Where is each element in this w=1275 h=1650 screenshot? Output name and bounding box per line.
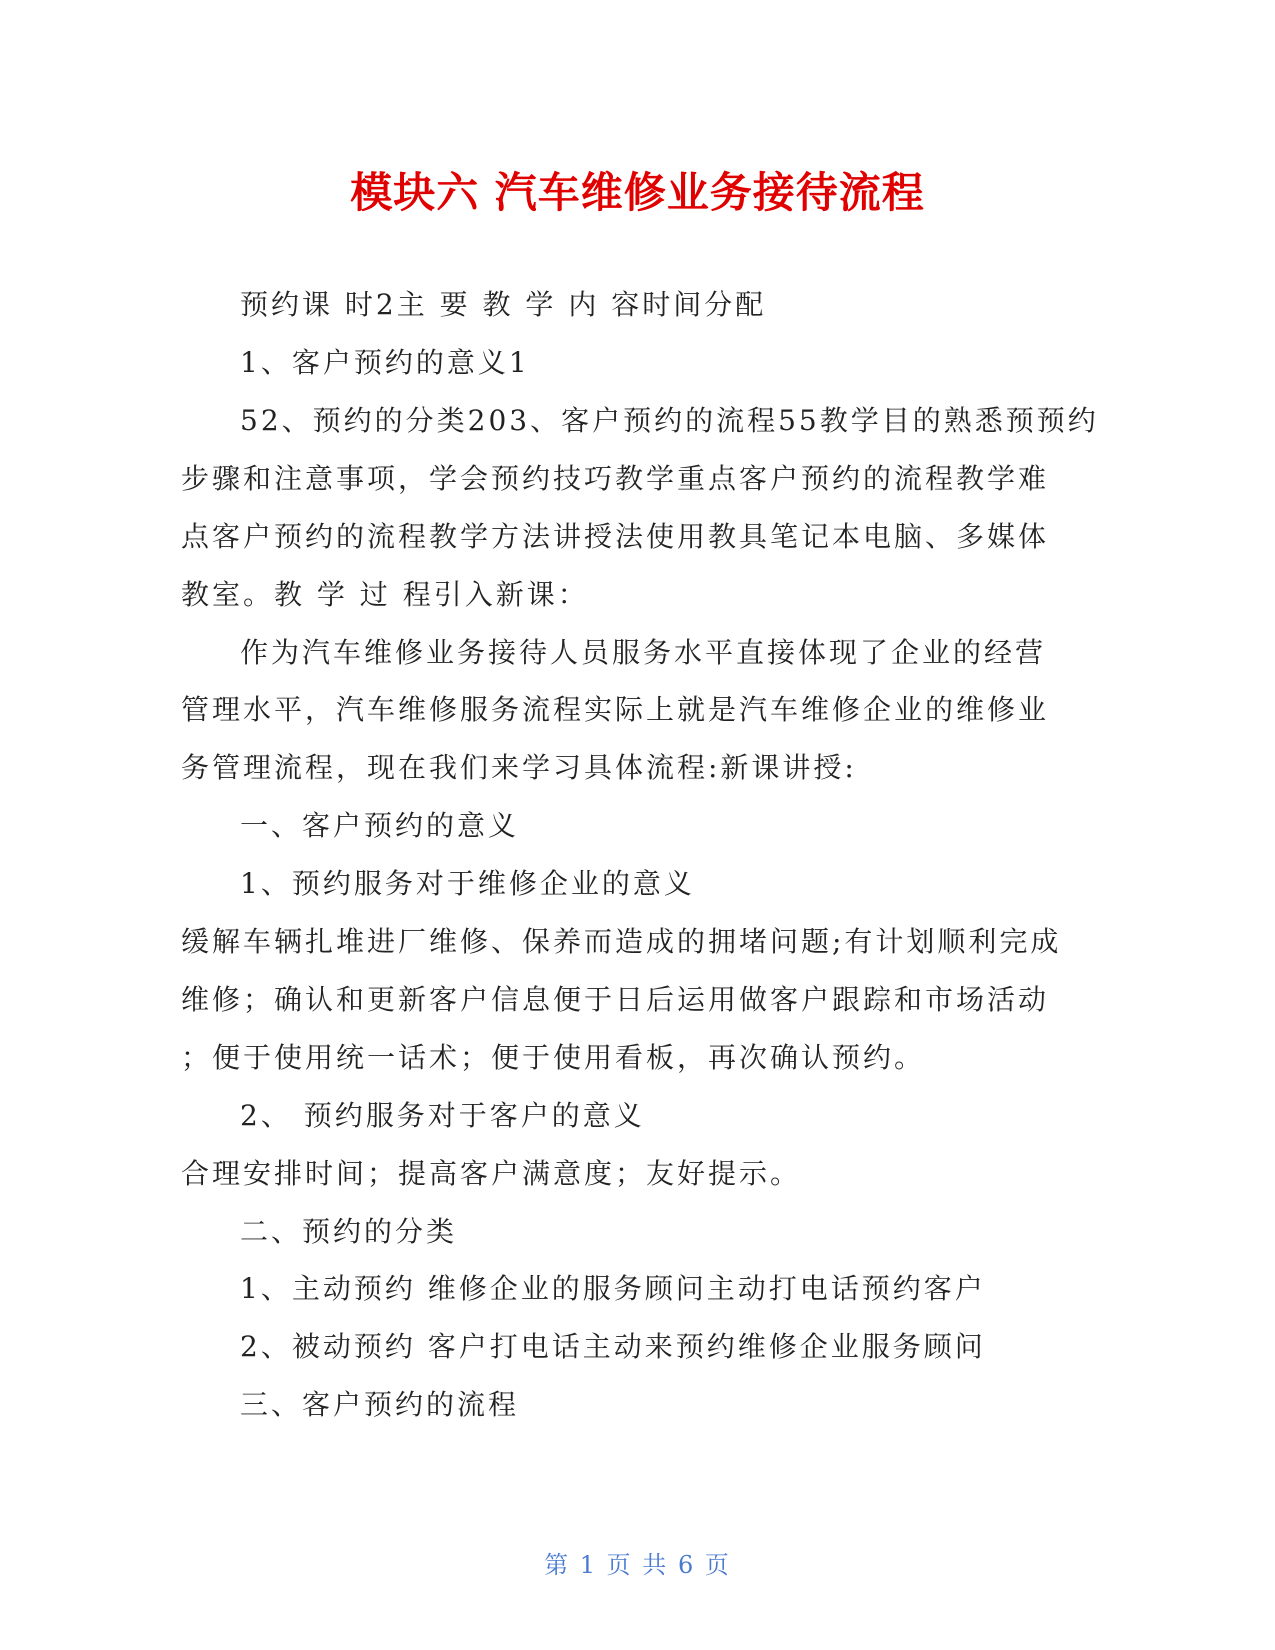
body-line: 52、预约的分类203、客户预约的流程55教学目的熟悉预预约 bbox=[240, 404, 1099, 437]
body-line: 步骤和注意事项，学会预约技巧教学重点客户预约的流程教学难 bbox=[181, 462, 1050, 495]
document-title: 模块六 汽车维修业务接待流程 bbox=[350, 168, 925, 217]
body-line: ；便于使用统一话术；便于使用看板，再次确认预约。 bbox=[181, 1041, 926, 1074]
body-line: 管理水平，汽车维修服务流程实际上就是汽车维修企业的维修业 bbox=[181, 693, 1050, 726]
body-line: 一、客户预约的意义 bbox=[240, 809, 520, 842]
body-line: 务管理流程，现在我们来学习具体流程:新课讲授: bbox=[181, 751, 857, 784]
body-line: 教室。教 学 过 程引入新课： bbox=[181, 578, 589, 611]
body-line: 作为汽车维修业务接待人员服务水平直接体现了企业的经营 bbox=[240, 636, 1047, 669]
body-line: 三、客户预约的流程 bbox=[240, 1388, 520, 1421]
body-line: 点客户预约的流程教学方法讲授法使用教具笔记本电脑、多媒体 bbox=[181, 520, 1050, 553]
page-number-footer: 第 1 页 共 6 页 bbox=[544, 1551, 731, 1579]
body-line: 缓解车辆扎堆进厂维修、保养而造成的拥堵问题;有计划顺利完成 bbox=[181, 925, 1062, 958]
body-line: 维修；确认和更新客户信息便于日后运用做客户跟踪和市场活动 bbox=[181, 983, 1050, 1016]
body-line: 2、被动预约 客户打电话主动来预约维修企业服务顾问 bbox=[240, 1330, 986, 1363]
body-line: 2、 预约服务对于客户的意义 bbox=[240, 1099, 645, 1132]
body-line: 预约课 时2主 要 教 学 内 容时间分配 bbox=[240, 288, 767, 321]
body-line: 合理安排时间；提高客户满意度；友好提示。 bbox=[181, 1157, 802, 1190]
body-line: 1、客户预约的意义1 bbox=[240, 346, 530, 379]
body-line: 1、主动预约 维修企业的服务顾问主动打电话预约客户 bbox=[240, 1272, 986, 1305]
body-line: 1、预约服务对于维修企业的意义 bbox=[240, 867, 695, 900]
body-line: 二、预约的分类 bbox=[240, 1215, 458, 1248]
